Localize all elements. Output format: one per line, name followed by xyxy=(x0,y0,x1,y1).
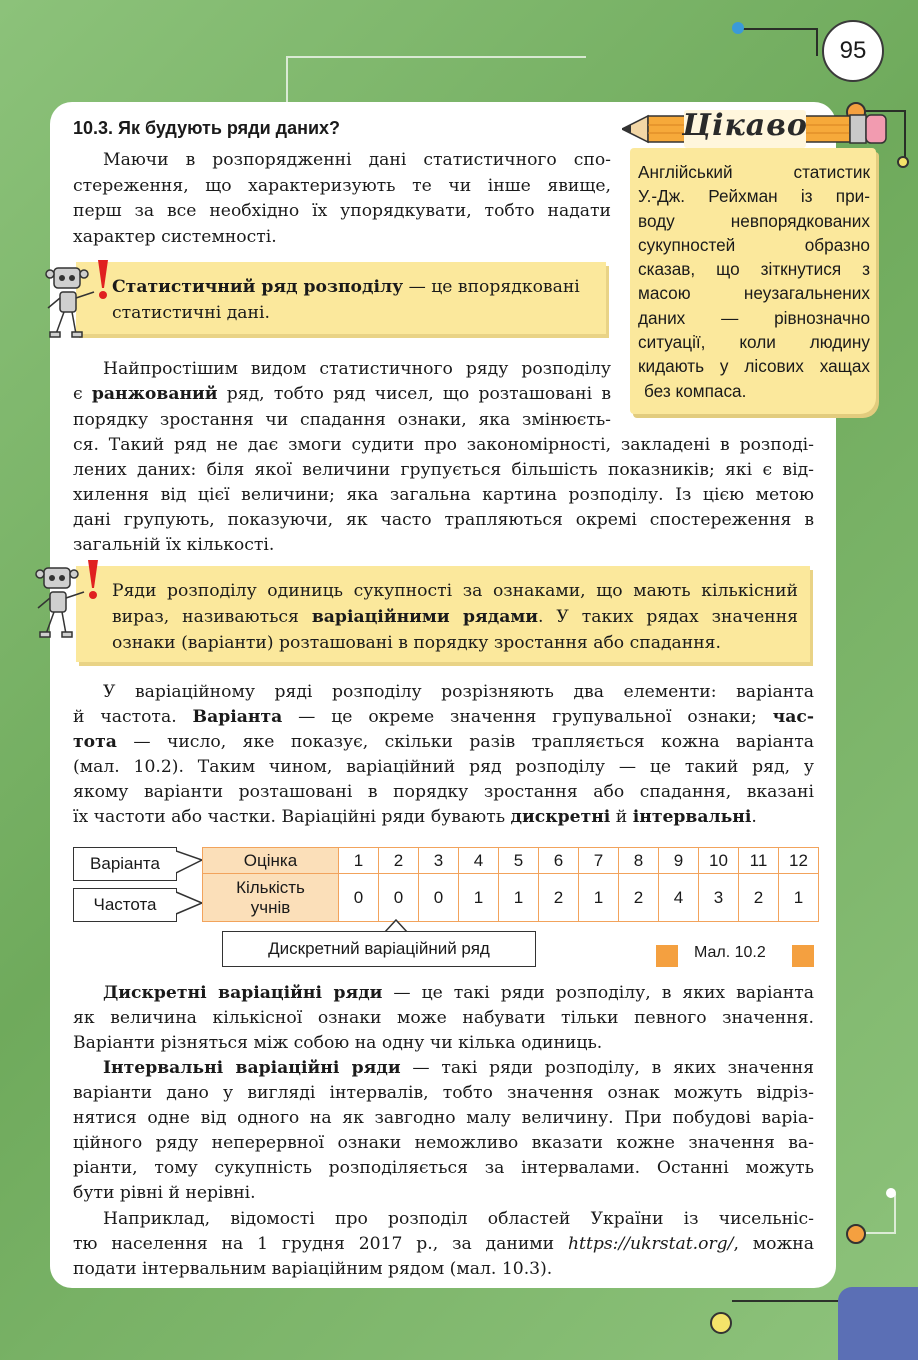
elements-line: (мал. 10.2). Таким чином, варіаційний ряд розподілу — це такий ряд, у xyxy=(73,757,814,777)
note-text: Англійський статистик У.-Дж. Рейхман із при- воду невпорядкованих сукупностей образно сказав, що зіткнутися з масою неузагальнених даних — рівнозначно ситуації, коли людину кидають у лісових хащах без компаса. xyxy=(638,162,870,401)
table-header-grade: Оцінка xyxy=(203,848,339,874)
table-cell: 10 xyxy=(699,848,739,874)
table-cell: 1 xyxy=(339,848,379,874)
interval-line: варіанти дано у вигляді інтервалів, тобто значення ознак можуть відріз- xyxy=(73,1083,814,1103)
circuit-line xyxy=(866,1194,896,1234)
table-cell: 6 xyxy=(539,848,579,874)
table-cell: 8 xyxy=(619,848,659,874)
circuit-dot xyxy=(846,1224,866,1244)
discrete-line: Варіанти різняться між собою на одну чи кілька одиниць. xyxy=(73,1033,603,1053)
elements-line: якому варіанти розташовані в порядку зростання або спадання, вказані xyxy=(73,782,814,802)
ranked-line: загальній їх кількості. xyxy=(73,535,275,555)
table-cell: 3 xyxy=(699,874,739,922)
intro-line: перш за все необхідно їх упорядкувати, тобто надати xyxy=(73,201,611,221)
frequency-label: Частота xyxy=(73,888,177,922)
example-line: тю населення на 1 грудня 2017 р., за даними https://ukrstat.org/, можна xyxy=(73,1234,814,1254)
interval-line: Інтервальні варіаційні ряди — такі ряди розподілу, в яких значення xyxy=(103,1058,815,1078)
table-cell: 4 xyxy=(659,874,699,922)
circuit-line xyxy=(738,28,818,56)
square-marker-icon xyxy=(656,945,678,967)
discrete-line: як величина кількісної ознаки може набувати тільки певного значення. xyxy=(73,1008,814,1028)
table-cell: 1 xyxy=(779,874,819,922)
definition-text: вираз, називаються варіаційними рядами. У таких рядах значення xyxy=(112,607,799,627)
table-cell: 0 xyxy=(379,874,419,922)
intro-line: характер системності. xyxy=(73,227,277,247)
figure-caption: Дискретний варіаційний ряд xyxy=(222,931,536,967)
example-line: подати інтервальним варіаційним рядом (мал. 10.3). xyxy=(73,1259,553,1279)
definition-box xyxy=(76,262,606,334)
interval-line: бути рівні й нерівні. xyxy=(73,1183,256,1203)
ranked-line: ся. Такий ряд не дає змоги судити про закономірності, закладені в розподі- xyxy=(73,435,814,455)
table-cell: 5 xyxy=(499,848,539,874)
table-row xyxy=(203,848,819,874)
definition-box xyxy=(76,566,810,662)
circuit-line xyxy=(286,56,586,106)
interval-line: нятися одне від одного на як завгодно малу величину. При побудові варіа- xyxy=(73,1108,814,1128)
table-cell: 9 xyxy=(659,848,699,874)
page-corner-tab xyxy=(838,1287,918,1360)
table-cell: 2 xyxy=(619,874,659,922)
ranked-line: Найпростішим видом статистичного ряду розподілу xyxy=(103,359,611,379)
square-marker-icon xyxy=(792,945,814,967)
intro-line: стереження, що характеризують те чи інше явище, xyxy=(73,176,611,196)
table-cell: 7 xyxy=(579,848,619,874)
table-cell: 3 xyxy=(419,848,459,874)
interval-line: ційного ряду неперервної ознаки неможливо вказати кожне значення ва- xyxy=(73,1133,814,1153)
exclamation-icon xyxy=(98,260,108,299)
table-cell: 0 xyxy=(339,874,379,922)
table-cell: 1 xyxy=(459,874,499,922)
definition-rest: — це впорядковані xyxy=(403,277,580,297)
table-cell: 0 xyxy=(419,874,459,922)
elements-line: їх частоти або частки. Варіаційні ряди бувають дискретні й інтервальні. xyxy=(73,807,757,827)
section-heading: 10.3. Як будують ряди даних? xyxy=(73,118,341,138)
elements-line: У варіаційному ряді розподілу розрізняють два елементи: варіанта xyxy=(103,682,814,702)
variant-label: Варіанта xyxy=(73,847,177,881)
interesting-note xyxy=(630,148,876,414)
circuit-dot xyxy=(886,1188,896,1198)
table-cell: 2 xyxy=(539,874,579,922)
elements-line: й частота. Варіанта — це окреме значення групувальної ознаки; час- xyxy=(73,707,814,727)
table-cell: 12 xyxy=(779,848,819,874)
intro-line: Маючи в розпорядженні дані статистичного спо- xyxy=(103,150,611,170)
ranked-line: лених даних: біля якої величини групується більшість показників; які є від- xyxy=(73,460,814,480)
exclamation-icon xyxy=(88,560,98,599)
circuit-dot xyxy=(897,156,909,168)
definition-text: ознаки (варіанти) розташовані в порядку зростання або спадання. xyxy=(112,633,721,653)
figure-label: Мал. 10.2 xyxy=(694,944,766,961)
robot-icon xyxy=(32,558,104,640)
ranked-line: порядку зростання чи спадання ознаки, яка змінюєть- xyxy=(73,410,611,430)
definition-text: Ряди розподілу одиниць сукупності за ознаками, що мають кількісний xyxy=(112,581,798,601)
ranked-line: є ранжований ряд, тобто ряд чисел, що розташовані в xyxy=(73,384,611,404)
table-cell: 11 xyxy=(739,848,779,874)
note-title: Цікаво xyxy=(682,108,808,143)
elements-line: тота — число, яке показує, скільки разів трапляється кожна варіанта xyxy=(73,732,814,752)
variation-table xyxy=(202,847,819,922)
table-row xyxy=(203,874,819,922)
robot-icon xyxy=(42,258,114,340)
table-cell: 1 xyxy=(499,874,539,922)
source-link: https://ukrstat.org/ xyxy=(567,1234,734,1254)
table-cell: 1 xyxy=(579,874,619,922)
circuit-dot xyxy=(732,22,744,34)
ranked-line: дані групують, показуючи, як часто трапляються окремі спостереження в xyxy=(73,510,814,530)
page-number: 95 xyxy=(822,20,884,82)
discrete-line: Дискретні варіаційні ряди — це такі ряди розподілу, в яких варіанта xyxy=(103,983,814,1003)
definition-term: Статистичний ряд розподілу xyxy=(112,277,404,297)
definition-text xyxy=(112,274,592,326)
definition-rest: статистичні дані. xyxy=(112,303,270,323)
table-cell: 4 xyxy=(459,848,499,874)
example-line: Наприклад, відомості про розподіл областей України із чисельніс- xyxy=(103,1209,814,1229)
interval-line: ріанти, тому сукупність розподіляється за інтервалами. Останні можуть xyxy=(73,1158,814,1178)
circuit-line xyxy=(732,1300,842,1330)
circuit-dot xyxy=(710,1312,732,1334)
table-header-students: Кількість учнів xyxy=(203,874,339,922)
table-cell: 2 xyxy=(739,874,779,922)
ranked-line: хилення від цієї величини; яка загальна картина розподілу. Із цією метою xyxy=(73,485,814,505)
table-cell: 2 xyxy=(379,848,419,874)
